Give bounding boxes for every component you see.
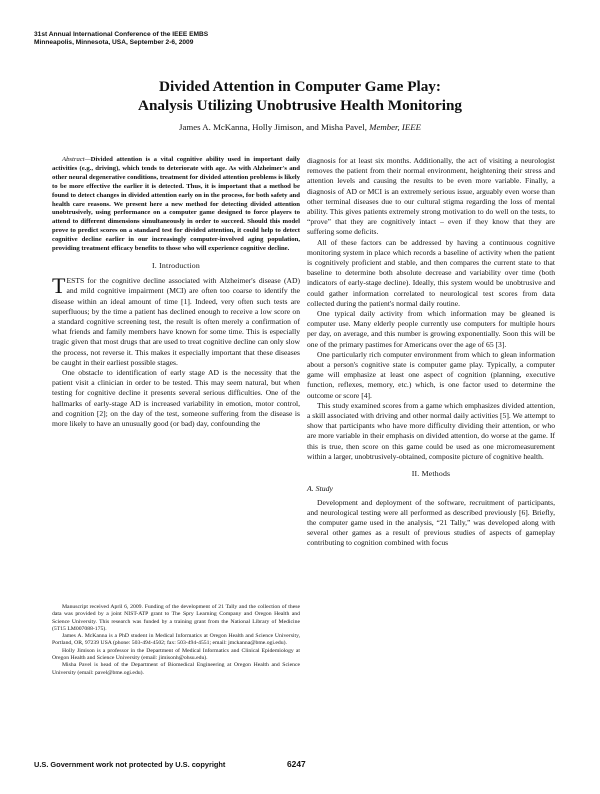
drop-cap: T <box>52 273 66 299</box>
abstract-text: Divided attention is a vital cognitive ability used in important daily activities (e.g., driving), which tends to deteriorate with age. As with Alzheimer's and other neural degenerative conditions, treatment for divided attention problems is likely to be more effective the earlier it is detected. Thus, it is important that a method be found to detect changes in divided attention early on in the process, for both safety and health care reasons. We present here a new method for detecting divided attention unobtrusively, using performance on a computer game designed to force players to attend to different dimensions simultaneously in order to succeed. Should this model prove to predict scores on a standard test for divided attention, it could help to detect cognitive decline earlier in our increasingly computer-involved aging population, providing treatment efficacy benefits to those who will experience cognitive decline. <box>52 156 300 253</box>
intro-paragraph-2: One obstacle to identification of early stage AD is the necessity that the patient visit a clinician in order to be tested. This may seem natural, but when testing for cognitive decline it presents several serious difficulties. One of the hallmarks of early-stage AD is increased variability in emotion, motor control, and cognition [2]; on the day of the test, someone suffering from the disease is more likely to have an unusually good (or bad) day, confounding the <box>52 368 300 429</box>
intro-paragraph-6: One particularly rich computer environment from which to glean information about a person's cognitive state is computer game play. Typically, a computer game will emphasize at least one aspect of cognition (planning, executive function, reflexes, memory, etc.) which, is one factor used to determine the outcome or score [4]. <box>307 349 555 400</box>
author-line <box>0 122 600 133</box>
right-column <box>307 156 555 549</box>
title-line-2: Analysis Utilizing Unobtrusive Health Monitoring <box>137 97 463 114</box>
methods-paragraph-1: Development and deployment of the software, recruitment of participants, and neurological testing were all performed as described previously [6]. Briefly, the computer game used in the analysis, “21 Tally,” was developed along with several other games as a result of previous studies of aspects of gameplay contributing to cognition combined with focus <box>307 497 555 548</box>
abstract <box>52 156 300 254</box>
footnote-funding: Manuscript received April 6, 2009. Funding of the development of 21 Tally and the collection of these data was provided by a joint NIST-ATP grant to The Spry Learning Company and Oregon Health and Science University. This research was funded by a training grant from the National Library of Medicine (5T15 LM007088-175). <box>52 604 300 632</box>
page-number: 6247 <box>287 759 306 769</box>
footnote-jimison: Holly Jimison is a professor in the Department of Medical Informatics and Clinical Epidemiology at Oregon Health and Science University (email: jimisonh@ohsu.edu). <box>52 647 300 662</box>
footnote-pavel: Misha Pavel is head of the Department of Biomedical Engineering at Oregon Health and Science University (email: pavel@bme.ogi.edu). <box>52 662 300 676</box>
abstract-label: Abstract— <box>62 156 91 163</box>
intro-paragraph-4: All of these factors can be addressed by having a continuous cognitive monitoring system in place which records a baseline of activity when the patient is cognitively proficient and stable, and then compares the current state to that baseline to determine both absolute decrease and variability over time (both indicators of early-stage decline). Ideally, this system would be unobtrusive and could gather information correlated to neurological test scores from data collected during the patient's normal daily routine. <box>307 237 555 308</box>
section-heading-introduction: I. Introduction <box>151 260 201 270</box>
paper-title <box>0 77 600 115</box>
subsection-heading-study: A. Study <box>307 484 333 494</box>
title-line-1: Divided Attention in Computer Game Play: <box>159 78 441 95</box>
copyright-notice: U.S. Government work not protected by U.S. copyright <box>34 760 226 769</box>
intro-paragraph-1: ESTS for the cognitive decline associated with Alzheimer's disease (AD) and mild cognitive impairment (MCI) are often too coarse to identify the disease within an ideal amount of time [1]. Indeed, very often such tests are superfluous; by the time a patient has declined enough to receive a low score on a standard cognitive screening test, the result is often merely a confirmation of what friends and family members have known for some time. This is especially tragic given that most drugs that are used to treat cognitive decline can only slow the process, not reverse it. This makes it especially important that these diseases be caught in their earliest possible stages. <box>52 276 300 367</box>
section-heading-methods: II. Methods <box>411 469 451 479</box>
conference-line-2: Minneapolis, Minnesota, USA, September 2-6, 2009 <box>34 39 194 47</box>
footnote-mckanna: James A. McKanna is a PhD student in Medical Informatics at Oregon Health and Science University, Portland, OR, 97239 USA (phone: 503-494-4502; fax: 503-494-4551; email: jmckanna@bme.ogi.edu). <box>52 633 300 647</box>
authors: James A. McKanna, Holly Jimison, and Misha Pavel, <box>179 122 367 132</box>
left-column <box>52 156 300 429</box>
intro-paragraph-5: One typical daily activity from which information may be gleaned is computer use. Many elderly people currently use computers for multiple hours per day, on average, and this number is growing exponentially. Soon this will be one of the primary pastimes for Americans over the age of 65 [3]. <box>307 309 555 349</box>
intro-paragraph-1-wrap <box>52 273 300 368</box>
conference-line-1: 31st Annual International Conference of the IEEE EMBS <box>34 31 209 38</box>
intro-paragraph-3: diagnosis for at least six months. Additionally, the act of visiting a neurologist removes the patient from their normal environment, heightening their stress and attention levels and causing the results to be even more variable. Finally, a diagnosis of AD or MCI is an extremely serious issue, arguably even worse than other terminal diseases due to our cultural stigma regarding the loss of mental ability. This gives patients extremely strong motivation to do well on the tests, to “prove” that they are cognitively intact – even if they know that they are suffering some deficits. <box>307 156 555 237</box>
intro-paragraph-7: This study examined scores from a game which emphasizes divided attention, a skill associated with driving and other normal daily activities [5]. We attempt to show that participants who have more difficulty dividing their attention, or who are more variable in their emphasis on divided attention, do worse at the game. If this is true, then score on this game could be used as one micromeasurement within a larger, unobtrusively-obtained, composite picture of cognitive health. <box>307 400 555 461</box>
footnotes <box>52 604 300 677</box>
author-membership: Member, IEEE <box>369 122 421 132</box>
conference-header <box>34 31 208 48</box>
